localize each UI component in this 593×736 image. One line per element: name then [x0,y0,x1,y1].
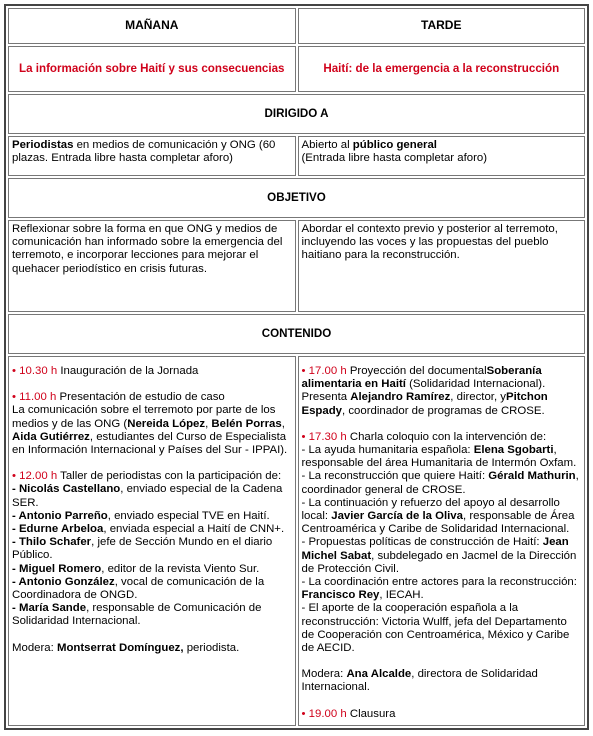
morning-item-3-text: Taller de periodistas con la participación de: [57,470,282,483]
documentary-post: (Solidaridad Internacional). Presenta [301,378,546,404]
speaker-role: , editor de la revista Viento Sur. [101,562,260,575]
talk-speaker: Jean Michel Sabat [301,536,569,562]
audience-afternoon-text: (Entrada libre hasta completar aforo) [301,152,488,165]
audience-morning-text: en medios de comunicación y ONG (60 plazas. Entrada libre hasta completar aforo) [12,139,276,165]
morning-item-1 [12,365,292,378]
afternoon-item-3-text: Clausura [346,707,396,720]
documentary-title: Soberanía alimentaria en Haití [301,365,542,391]
talk-role: , responsable del área Humanitaria de Intermón Oxfam. [301,444,577,470]
speaker-name: - Edurne Arbeloa [12,523,104,536]
talk-speaker: Javier García de la Oliva [331,510,463,523]
speaker-role: , enviada especial a Haití de CNN+. [103,523,285,536]
talk-speaker: Gérald Mathurin [488,470,576,483]
talk-role: , coordinador general de CROSE. [301,470,579,496]
afternoon-item-2 [302,431,582,655]
moderator-label: Modera: [12,641,57,654]
speaker-name: - Antonio Parreño [12,509,108,522]
audience-afternoon-pre: Abierto al [301,139,353,151]
afternoon-moderator [302,668,582,694]
talk-topic: - El aporte de la cooperación española a la reconstrucción: Victoria Wulff, jefa del Departamento de Cooperación con Centroamérica, México y Caribe de AECID. [301,602,570,655]
talk-speaker: Elena Sgobarti [473,444,554,457]
case-study-pre: La comunicación sobre el terremoto por parte de los medios y de las ONG ( [12,404,276,430]
talk-role: , IECAH. [379,589,424,602]
presenter-1: Alejandro Ramírez [350,391,451,404]
morning-item-2-text: Presentación de estudio de caso [56,391,225,404]
talk-topic: - La ayuda humanitaria española: [301,444,474,457]
speaker-role: , enviado especial TVE en Haití. [107,509,270,522]
objective-afternoon: Abordar el contexto previo y posterior al terremoto, incluyendo las voces y las propuestas del pueblo haitiano para la reconstrucción. [298,220,586,312]
talk-role: , responsable de Área Centroamérica y Caribe de Solidaridad Internacional. [301,510,575,536]
afternoon-item-1 [302,365,582,418]
speaker-name: - Thilo Schafer [12,536,92,549]
objective-morning: Reflexionar sobre la forma en que ONG y medios de comunicación han informado sobre la emergencia del terremoto, e incorporar lecciones para mejorar el quehacer periodístico en crisis futuras. [8,220,296,312]
speaker-name: - Antonio González [12,575,115,588]
audience-afternoon [298,136,586,176]
content-morning [8,356,296,726]
section-objective: OBJETIVO [8,178,585,218]
presenter-2: Pitchon Espady [301,391,548,417]
speaker-role: , jefe de Sección Mundo en el diario Público. [12,536,273,562]
talk-topic: - Propuestas políticas de construcción de Haití: [301,536,543,549]
talk-topic: - La coordinación entre actores para la reconstrucción: [301,576,577,589]
case-sep-2: , [281,417,285,430]
speaker-role: , vocal de comunicación de la Coordinadora de ONGD. [12,575,265,602]
moderator-name: Montserrat Domínguez, [56,641,184,654]
presenter-mid: , director, y [450,391,506,404]
time-17-00: • 17.00 h [301,365,347,377]
morning-item-2 [12,391,292,457]
title-afternoon: Haití: de la emergencia a la reconstrucción [298,46,586,92]
time-12-00: • 12.00 h [12,470,58,483]
audience-morning [8,136,296,176]
afternoon-item-2-text: Charla coloquio con la intervención de: [346,430,547,443]
morning-item-3 [12,470,292,628]
moderator-role: , directora de Solidaridad Internacional. [301,668,538,694]
header-morning: MAÑANA [8,8,296,44]
content-afternoon [298,356,586,726]
speaker-name: - Miguel Romero [12,562,102,575]
moderator-role: periodista. [183,641,240,654]
audience-afternoon-bold: público general [352,139,437,151]
program-table [4,4,589,730]
audience-morning-bold: Periodistas [12,139,74,151]
speaker-role: , responsable de Comunicación de Solidaridad Internacional. [12,602,262,628]
afternoon-item-3 [302,708,582,721]
section-content: CONTENIDO [8,314,585,354]
talk-speaker: Francisco Rey [301,589,380,602]
morning-moderator [12,642,292,655]
time-11-00: • 11.00 h [12,391,57,404]
speaker-role: , enviado especial de la Cadena SER. [12,483,283,509]
header-afternoon: TARDE [298,8,586,44]
speaker-name: - María Sande [12,602,87,615]
time-10-30: • 10.30 h [12,365,58,377]
presenter-post: , coordinador de programas de CROSE. [342,404,545,417]
case-name-1: Nereida López [127,417,206,430]
time-17-30: • 17.30 h [301,430,347,443]
talk-topic: - La continuación y refuerzo del apoyo al desarrollo local: [301,496,560,523]
title-morning: La información sobre Haití y sus consecuencias [8,46,296,92]
afternoon-item-1-text: Proyección del documental [346,365,487,377]
speaker-name: - Nicolás Castellano [12,483,121,496]
moderator-label: Modera: [301,668,347,681]
case-study-post: , estudiantes del Curso de Especialista en Información Internacional y Países del Sur - IPPAI). [12,430,288,457]
time-19-00: • 19.00 h [301,707,347,720]
moderator-name: Ana Alcalde [346,668,412,681]
morning-item-1-text: Inauguración de la Jornada [57,365,199,377]
case-name-2: Belén Porras [211,417,282,430]
case-sep-1: , [205,417,212,430]
section-audience: DIRIGIDO A [8,94,585,134]
talk-role: , subdelegado en Jacmel de la Dirección de Protección Civil. [301,549,577,575]
talk-topic: - La reconstrucción que quiere Haití: [301,470,489,483]
case-name-3: Aida Gutiérrez [12,430,90,443]
